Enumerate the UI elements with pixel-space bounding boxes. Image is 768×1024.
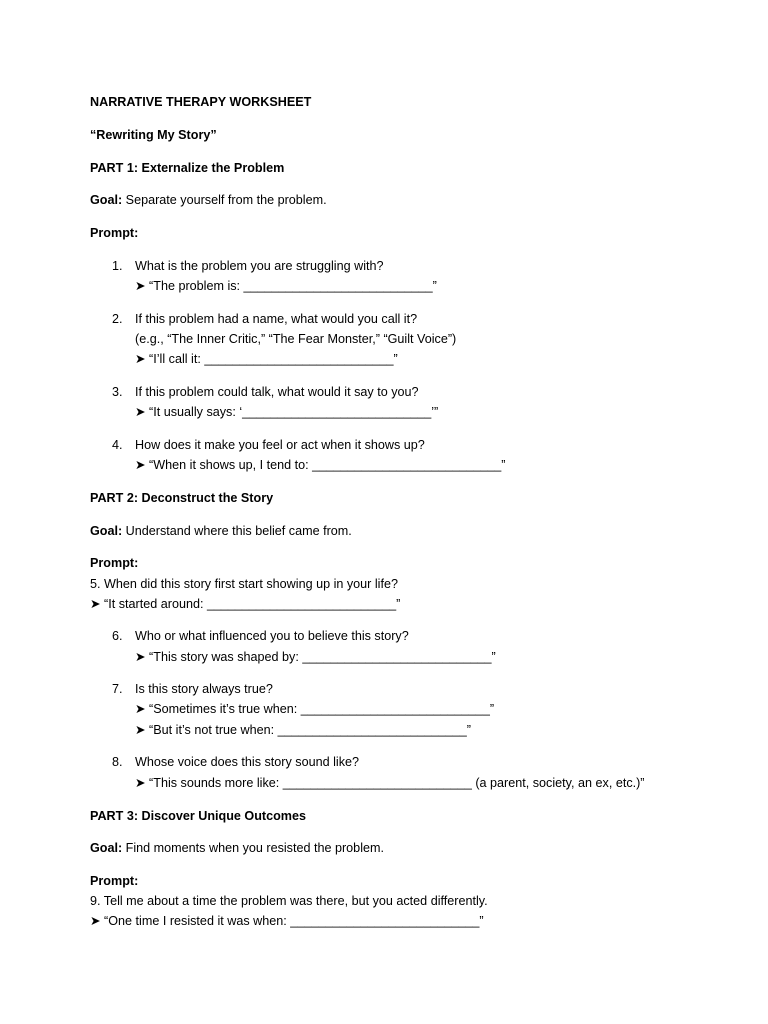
arrow-icon: ➤ (135, 650, 146, 664)
arrow-icon: ➤ (135, 702, 146, 716)
response-6 (135, 651, 496, 664)
response-1-text: “The problem is: ___________________________” (145, 279, 437, 293)
arrow-icon: ➤ (90, 914, 101, 928)
item-number: 7. (112, 682, 123, 696)
part1-goal-label: Goal: (90, 193, 123, 207)
arrow-icon: ➤ (135, 279, 146, 293)
arrow-icon: ➤ (135, 458, 146, 472)
response-1 (135, 280, 437, 293)
response-7a-text: “Sometimes it’s true when: ___________________________” (145, 702, 495, 716)
question-8: Whose voice does this story sound like? (135, 755, 360, 769)
response-5 (90, 598, 400, 611)
response-4 (135, 459, 505, 472)
part3-goal-text: Find moments when you resisted the problem. (122, 841, 384, 855)
part1-prompt-label: Prompt: (90, 226, 139, 240)
response-6-text: “This story was shaped by: ___________________________” (145, 650, 496, 664)
part2-prompt-label: Prompt: (90, 556, 139, 570)
item-number: 8. (112, 755, 123, 769)
question-1: What is the problem you are struggling with? (135, 259, 384, 273)
part2-heading: PART 2: Deconstruct the Story (90, 491, 274, 505)
item-number: 6. (112, 629, 123, 643)
question-7: Is this story always true? (135, 682, 273, 696)
arrow-icon: ➤ (135, 405, 146, 419)
arrow-icon: ➤ (135, 723, 146, 737)
response-4-text: “When it shows up, I tend to: ___________________________” (145, 458, 506, 472)
part2-goal (90, 525, 352, 538)
part1-goal (90, 194, 327, 207)
response-8 (135, 777, 645, 790)
response-2-text: “I’ll call it: ___________________________” (145, 352, 398, 366)
response-3-text: “It usually says: ‘___________________________’” (145, 405, 439, 419)
response-9 (90, 915, 484, 928)
part3-goal (90, 842, 384, 855)
part3-goal-label: Goal: (90, 841, 123, 855)
question-3: If this problem could talk, what would it say to you? (135, 385, 419, 399)
response-2 (135, 353, 398, 366)
arrow-icon: ➤ (135, 352, 146, 366)
question-2-example: (e.g., “The Inner Critic,” “The Fear Monster,” “Guilt Voice”) (135, 332, 457, 346)
arrow-icon: ➤ (135, 776, 146, 790)
response-7b-text: “But it’s not true when: ___________________________” (145, 723, 471, 737)
question-9: 9. Tell me about a time the problem was there, but you acted differently. (90, 894, 488, 908)
response-5-text: “It started around: ___________________________” (100, 597, 401, 611)
response-7b (135, 724, 471, 737)
response-9-text: “One time I resisted it was when: ___________________________” (100, 914, 484, 928)
arrow-icon: ➤ (90, 597, 101, 611)
response-8-text: “This sounds more like: ___________________________ (a parent, society, an ex, etc.)” (145, 776, 645, 790)
question-4: How does it make you feel or act when it shows up? (135, 438, 425, 452)
response-7a (135, 703, 494, 716)
part2-goal-text: Understand where this belief came from. (122, 524, 352, 538)
question-6: Who or what influenced you to believe this story? (135, 629, 409, 643)
question-5: 5. When did this story first start showing up in your life? (90, 577, 398, 591)
item-number: 2. (112, 312, 123, 326)
document-title: NARRATIVE THERAPY WORKSHEET (90, 95, 312, 109)
item-number: 1. (112, 259, 123, 273)
part3-heading: PART 3: Discover Unique Outcomes (90, 809, 307, 823)
response-3 (135, 406, 438, 419)
item-number: 3. (112, 385, 123, 399)
question-2: If this problem had a name, what would you call it? (135, 312, 418, 326)
document-subtitle: “Rewriting My Story” (90, 128, 217, 142)
part2-goal-label: Goal: (90, 524, 123, 538)
part3-prompt-label: Prompt: (90, 874, 139, 888)
part1-heading: PART 1: Externalize the Problem (90, 161, 285, 175)
part1-goal-text: Separate yourself from the problem. (122, 193, 327, 207)
item-number: 4. (112, 438, 123, 452)
